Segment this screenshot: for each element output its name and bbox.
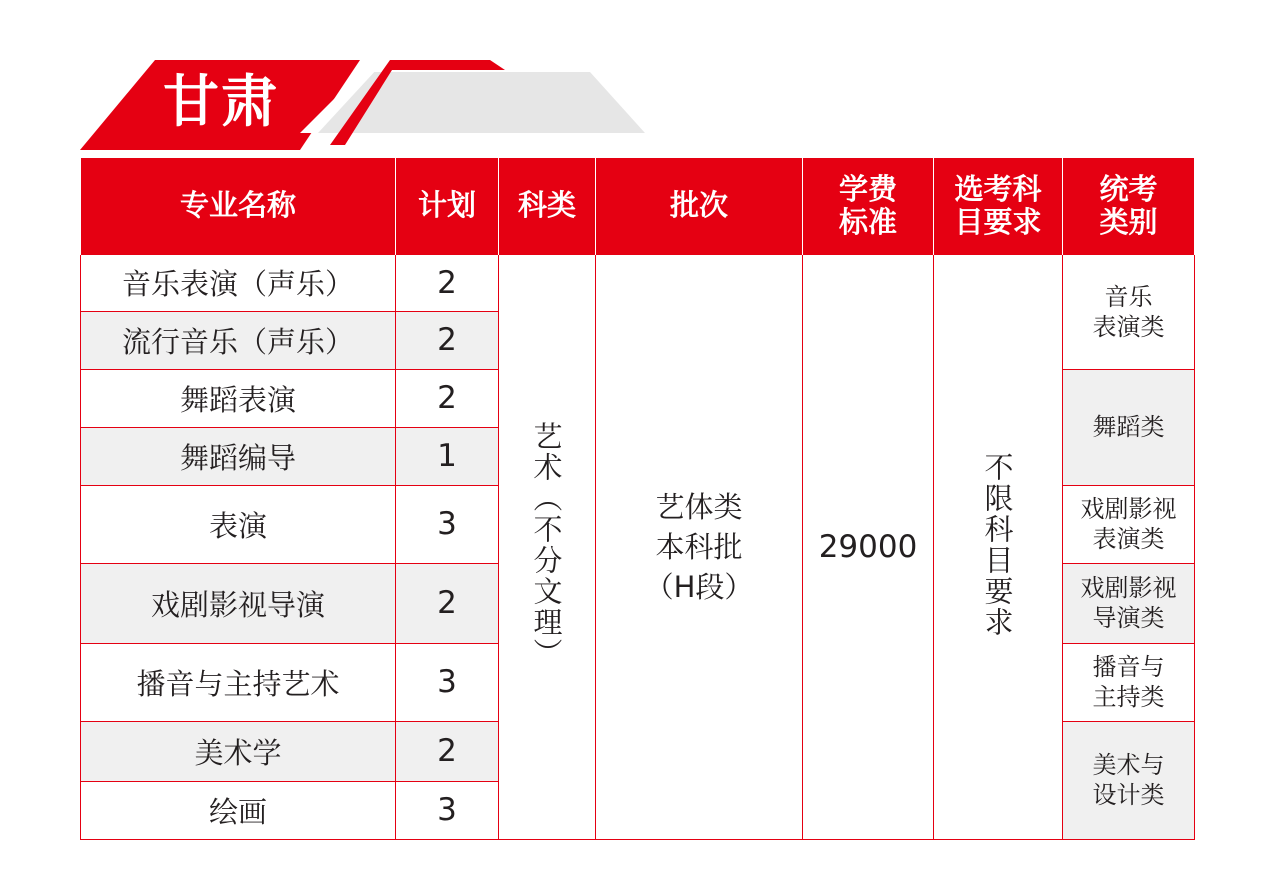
header-subjects-line2: 目要求 — [954, 204, 1042, 239]
plan-count: 3 — [396, 485, 499, 563]
major-name: 舞蹈表演 — [81, 369, 396, 427]
major-name: 音乐表演（声乐） — [81, 254, 396, 311]
exam-type-line: 音乐 — [1104, 282, 1153, 311]
plan-count: 2 — [396, 721, 499, 781]
major-name: 表演 — [81, 485, 396, 563]
header-plan: 计划 — [396, 158, 499, 254]
plan-count: 3 — [396, 781, 499, 839]
header-exam-type-line2: 类别 — [1099, 204, 1158, 239]
header-subjects-line1: 选考科 — [954, 171, 1042, 206]
exam-type-line: 表演类 — [1092, 312, 1165, 341]
header-category: 科类 — [499, 158, 596, 254]
major-name: 戏剧影视导演 — [81, 563, 396, 643]
exam-type-line: 播音与 — [1092, 653, 1165, 681]
province-title: 甘肃 — [163, 70, 279, 135]
plan-count: 2 — [396, 563, 499, 643]
exam-type-line: 舞蹈类 — [1092, 413, 1165, 441]
plan-count: 2 — [396, 311, 499, 369]
exam-type-cell — [1063, 643, 1195, 721]
admission-plan-table — [80, 158, 1195, 840]
header-tuition — [803, 158, 934, 254]
header-subjects — [934, 158, 1063, 254]
tuition-cell: 29000 — [803, 254, 934, 839]
exam-type-cell — [1063, 369, 1195, 485]
subject-requirement-text: 不限科目要求 — [980, 451, 1015, 638]
major-name: 流行音乐（声乐） — [81, 311, 396, 369]
header-tuition-line1: 学费 — [838, 171, 897, 206]
province-banner — [0, 0, 700, 160]
exam-type-line: 表演类 — [1092, 525, 1165, 553]
category-text: 艺术（不分文理） — [529, 420, 564, 669]
exam-type-cell — [1063, 254, 1195, 369]
header-exam-type — [1063, 158, 1195, 254]
major-name: 播音与主持艺术 — [81, 643, 396, 721]
header-major: 专业名称 — [81, 158, 396, 254]
category-cell — [499, 254, 596, 839]
major-name: 舞蹈编导 — [81, 427, 396, 485]
exam-type-line: 导演类 — [1092, 604, 1165, 632]
table-header-row — [81, 158, 1195, 254]
header-exam-type-line1: 统考 — [1099, 171, 1158, 206]
exam-type-line: 设计类 — [1092, 781, 1165, 809]
table-row — [81, 254, 1195, 311]
batch-line3: （H段） — [644, 569, 754, 604]
exam-type-cell — [1063, 721, 1195, 839]
plan-count: 2 — [396, 369, 499, 427]
exam-type-line: 主持类 — [1092, 683, 1165, 711]
exam-type-line: 戏剧影视 — [1080, 495, 1177, 523]
major-name: 绘画 — [81, 781, 396, 839]
exam-type-cell — [1063, 563, 1195, 643]
header-tuition-line2: 标准 — [838, 204, 897, 239]
plan-count: 3 — [396, 643, 499, 721]
major-name: 美术学 — [81, 721, 396, 781]
exam-type-line: 美术与 — [1092, 751, 1165, 779]
exam-type-line: 戏剧影视 — [1080, 574, 1177, 602]
batch-line2: 本科批 — [655, 529, 743, 564]
plan-count: 2 — [396, 254, 499, 311]
plan-count: 1 — [396, 427, 499, 485]
batch-line1: 艺体类 — [655, 489, 743, 524]
batch-cell — [596, 254, 803, 839]
header-batch: 批次 — [596, 158, 803, 254]
exam-type-cell — [1063, 485, 1195, 563]
subject-requirement-cell — [934, 254, 1063, 839]
